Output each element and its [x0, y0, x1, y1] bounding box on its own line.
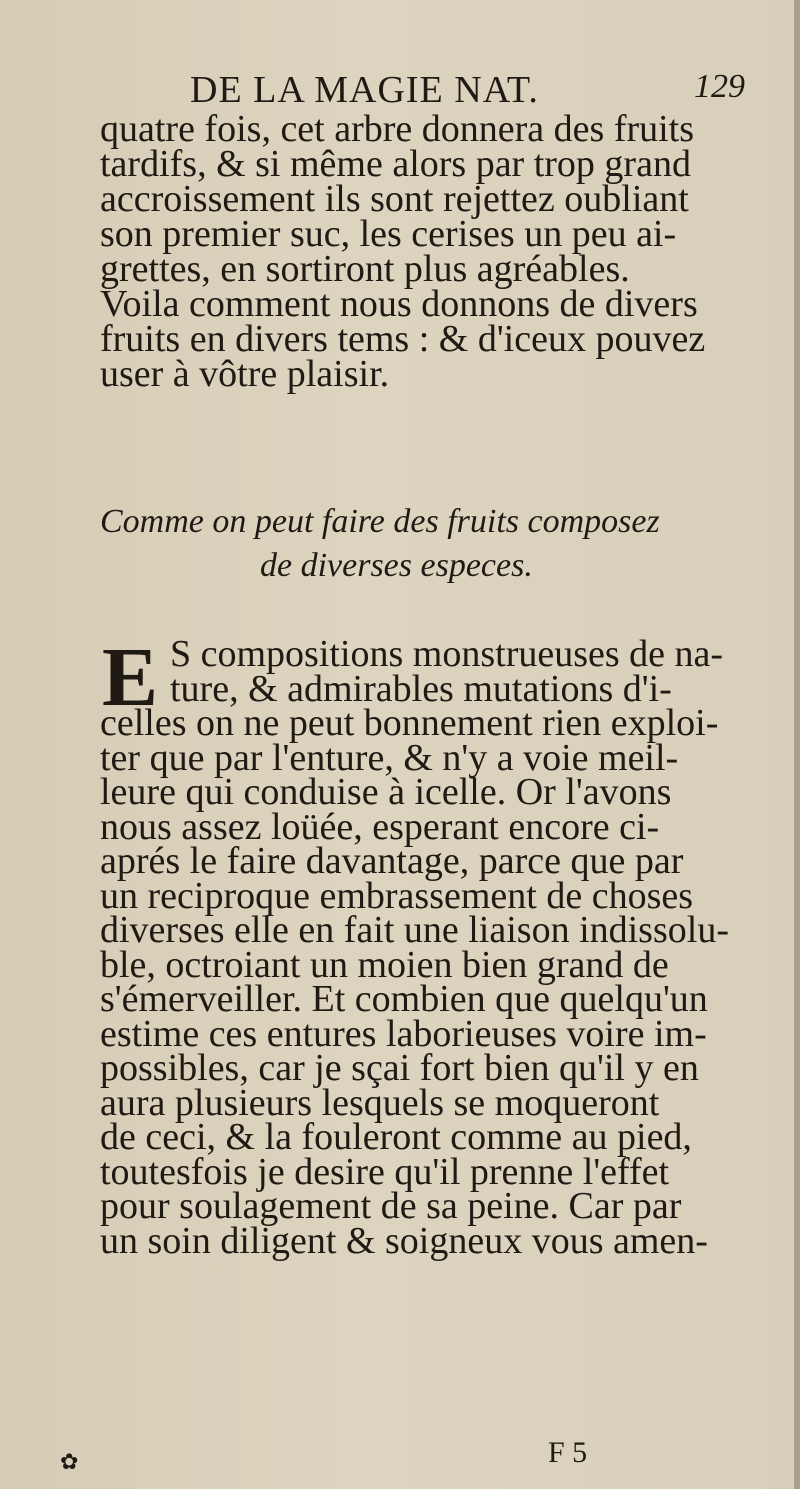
text-line: pour soulagement de sa peine. Car par [100, 1185, 682, 1227]
text-line: son premier suc, les cerises un peu ai- [100, 213, 677, 255]
text-line: user à vôtre plaisir. [100, 353, 390, 395]
page-edge [794, 0, 800, 1489]
text-line: de ceci, & la fouleront comme au pied, [100, 1116, 692, 1158]
text-line: diverses elle en fait une liaison indissolu- [100, 909, 729, 951]
text-line: possibles, car je sçai fort bien qu'il y en [100, 1047, 699, 1089]
signature-mark: F 5 [548, 1436, 588, 1469]
text-line: accroissement ils sont rejettez oubliant [100, 178, 689, 220]
text-line: fruits en divers tems : & d'iceux pouvez [100, 318, 706, 360]
text-line: aura plusieurs lesquels se moqueront [100, 1081, 660, 1124]
heading-line: Comme on peut faire des fruits composez [100, 503, 660, 540]
page-number: 129 [694, 68, 745, 105]
text-line: Voila comment nous donnons de divers [100, 283, 698, 325]
text-line: s'émerveiller. Et combien que quelqu'un [100, 978, 708, 1020]
ink-mark: ✿ [60, 1450, 79, 1475]
text-line: aprés le faire davantage, parce que par [100, 840, 684, 882]
text-line: un soin diligent & soigneux vous amen- [100, 1219, 708, 1262]
text-line: S compositions monstrueuses de na- [170, 633, 724, 675]
text-line: celles on ne peut bonnement rien exploi- [100, 702, 719, 744]
text-line: grettes, en sortiront plus agréables. [100, 248, 630, 290]
text-line: ter que par l'enture, & n'y a voie meil- [100, 736, 679, 779]
text-line: quatre fois, cet arbre donnera des fruits [100, 108, 695, 150]
text-line: nous assez loüée, esperant encore ci- [100, 805, 660, 848]
paragraph-2 [100, 631, 740, 1262]
text-line: ture, & admirables mutations d'i- [170, 667, 672, 710]
drop-cap: E [102, 631, 159, 724]
section-heading [100, 500, 740, 588]
text-line: ble, octroiant un moien bien grand de [100, 943, 669, 986]
heading-line: de diverses especes. [260, 547, 533, 584]
running-title: DE LA MAGIE NAT. [190, 69, 539, 111]
paragraph-1 [100, 108, 740, 395]
text-line: estime ces entures laborieuses voire im- [100, 1012, 707, 1055]
text-line: toutesfois je desire qu'il prenne l'effet [100, 1150, 670, 1193]
text-line: un reciproque embrassement de choses [100, 874, 694, 917]
text-line: leure qui conduise à icelle. Or l'avons [100, 771, 672, 813]
text-line: tardifs, & si même alors par trop grand [100, 143, 691, 185]
